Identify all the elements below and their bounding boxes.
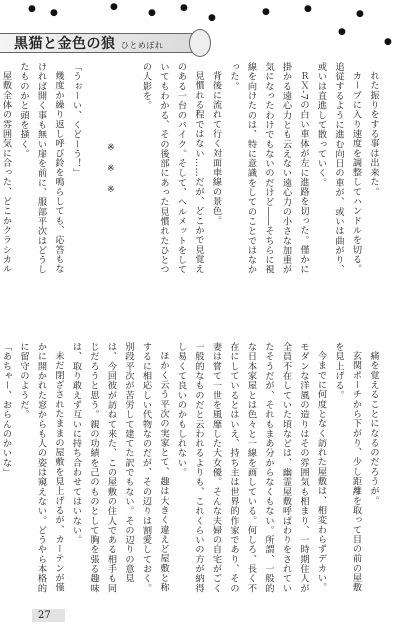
text-paragraph: ほかく云う平次の実家とて、趣は大きく違えど屋敷と称するに相応しい代物なのだが、その辺りは割愛しておく。別段平次が苦労して建てた訳でもない。その辺りの意見は、今回彼が訪ねて来た、この屋敷の住人である相手も同じだろうと思う。親の功績を己のものとして胸を張る趣味は、取り敢えず互いに持ち合わせてはいない。 [70, 342, 169, 593]
title-banner [0, 31, 205, 53]
body-text-bottom [0, 342, 382, 594]
paw-print-icon: ● [304, 4, 312, 14]
text-paragraph: 未だ閉ざされたままの屋敷を見上げるが、カーテンが僅かに開かれた窓からも人の姿は窺えない。どうやら本格的に留守のようだ。 [18, 342, 64, 593]
text-paragraph: 痛を覚えることになるのだろうが。 [368, 351, 379, 506]
paw-print-icon: ● [180, 3, 188, 13]
text-paragraph [85, 62, 103, 275]
text-paragraph: れた振りをする事は出来た。 [368, 71, 379, 197]
paw-print-icon: ● [338, 27, 346, 37]
text-paragraph: カーブに入り速度を調整してハンドルを切る。追従するように進む向日の車が、或いは曲がり、或いは直進して散っていく。 [315, 62, 362, 275]
text-paragraph: ※ ※ ※ [105, 141, 117, 196]
body-text-top [0, 62, 382, 275]
paw-print-icon: ● [356, 9, 364, 19]
text-paragraph: 玄関ポーチから下がり、少し距離を取って目の前の屋敷を見上げる。 [333, 342, 362, 593]
paw-print-icon: ● [148, 8, 156, 18]
text-paragraph: 背後に流れて行く対面車線の景色。 [210, 71, 222, 226]
paw-print-icon: ● [262, 7, 270, 17]
title-ruby: ひとめぼれ [120, 41, 164, 50]
banner-knot [189, 29, 211, 57]
paw-print-icon: ● [110, 2, 118, 12]
text-paragraph: 今までに何度となく訪れた屋敷は、相変わらずデカい。モダンな洋風の造りはその雰囲気も相まり、一時期住人が全員不在していた頃などは、幽霊屋敷呼ばわりをされていたそうだが、それもまあ分からなくもない。所謂、一般的な日本家屋とは色々と一線を画している。何しろ、長く不在にしているとはいえ、持ち主は世界的作家であり、その妻は嘗て一世を風靡した大女優。そんな夫婦の自宅がごく一般的なものだと云われるよりも、これくらいの方が納得し易くて良いのかもしれない。 [175, 342, 327, 593]
paw-print-icon: ● [50, 8, 58, 18]
text-paragraph: 見慣れる程ではない……だが、どこかで見覚えのある一台のバイク。そして、ヘルメットをしていてもわかる、その後部にあった見慣れたひとつの人影を。 [140, 62, 204, 275]
paw-print-icon: ● [28, 4, 36, 14]
paw-print-icon: ● [208, 13, 216, 23]
title-main: 黒猫と金色の狼 [14, 36, 116, 52]
text-paragraph: 幾度か繰り返し呼び鈴を鳴らしても、応答もなければ開く事も無い扉を前に、服部平次はどうしたものかと頭を掻く。 [18, 62, 64, 275]
text-paragraph: ＲＸ-7の白い車体が左に進路を切った。僅かに掛かる遠心力とも云えない遠心力の小さな加重が気になったわけでもないのだけど――そちらに視線を向けたのは、特に意識をしてのことではなかった。 [228, 62, 309, 275]
book-title [14, 33, 163, 53]
text-paragraph: 「あちゃー、おらんのかいな」 [0, 342, 12, 478]
paw-print-icon: ● [384, 37, 392, 47]
text-paragraph: 屋敷全体の雰囲気に合った、どこかクラシカル [0, 71, 12, 274]
text-paragraph [120, 62, 138, 275]
text-paragraph: 「うぉーい、くどーう！」 [70, 62, 82, 178]
page-number: 27 [32, 609, 65, 622]
